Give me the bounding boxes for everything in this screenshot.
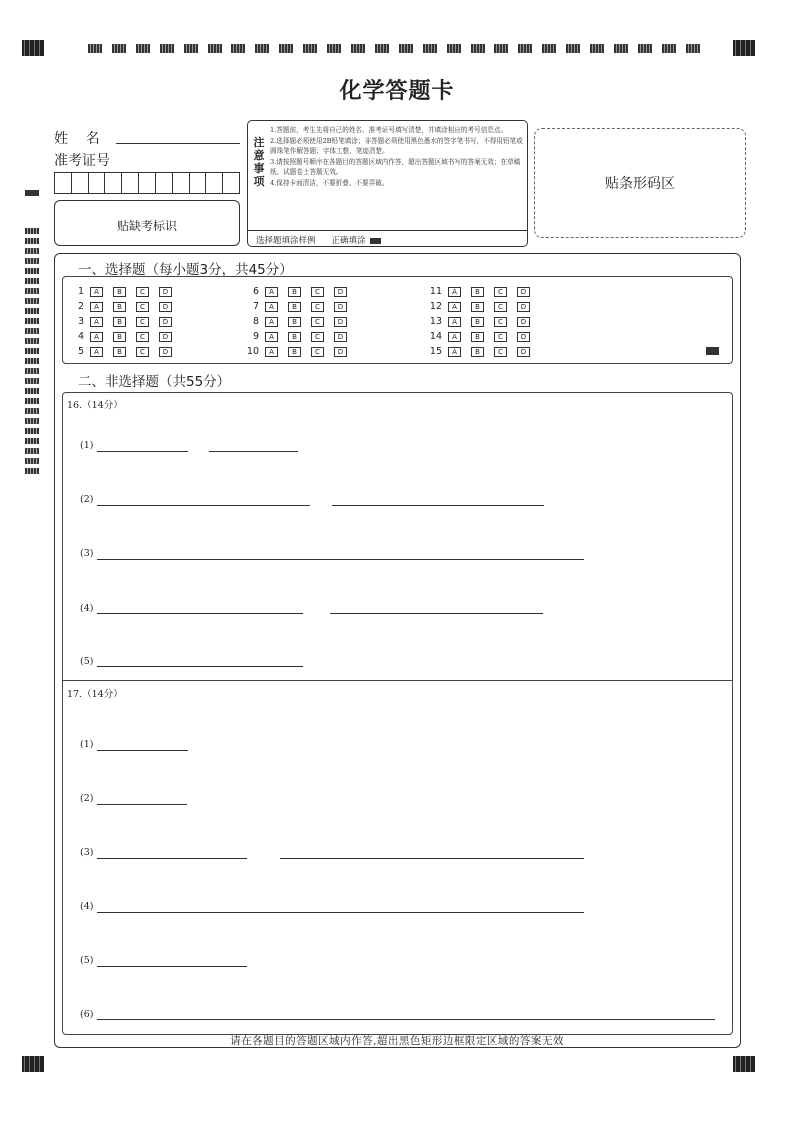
filled-box-icon xyxy=(370,238,381,244)
mcq-14-option-a[interactable]: A xyxy=(448,332,461,342)
note-item-2: 2.选择题必须使用2B铅笔填涂；非答题必须使用黑色墨水的签字笔书写，不得用铅笔或圆珠笔作解答题；字体工整、笔迹清楚。 xyxy=(270,136,523,155)
mcq-1-option-b[interactable]: B xyxy=(113,287,126,297)
corner-mark-bottom-right xyxy=(733,1056,755,1072)
mcq-number: 12 xyxy=(429,301,442,312)
section2-heading: 二、非选择题（共55分） xyxy=(78,374,231,390)
absent-sticker-label: 贴缺考标识 xyxy=(116,219,177,233)
mcq-5-option-d[interactable]: D xyxy=(159,347,172,357)
mcq-12-option-d[interactable]: D xyxy=(517,302,530,312)
mcq-14-option-c[interactable]: C xyxy=(494,332,507,342)
page-title: 化学答题卡 xyxy=(339,79,455,104)
mcq-13-option-a[interactable]: A xyxy=(448,317,461,327)
mcq-8-option-c[interactable]: C xyxy=(311,317,324,327)
mcq-number: 10 xyxy=(246,346,259,357)
mcq-12-option-b[interactable]: B xyxy=(471,302,484,312)
mcq-8-option-a[interactable]: A xyxy=(265,317,278,327)
mcq-row-4 xyxy=(62,331,182,342)
q17-sub4-label: (4) xyxy=(80,901,94,912)
mcq-7-option-a[interactable]: A xyxy=(265,302,278,312)
mcq-row-12 xyxy=(420,301,540,312)
mcq-row-8 xyxy=(237,316,357,327)
exam-id-grid[interactable] xyxy=(54,172,240,194)
mcq-number: 13 xyxy=(429,316,442,327)
correct-fill-label: 正确填涂 xyxy=(331,236,366,246)
mcq-number: 15 xyxy=(429,346,442,357)
mcq-11-option-c[interactable]: C xyxy=(494,287,507,297)
q16-sub3-label: (3) xyxy=(80,548,94,559)
absent-sticker-box xyxy=(54,200,240,246)
mcq-11-option-a[interactable]: A xyxy=(448,287,461,297)
mcq-row-7 xyxy=(237,301,357,312)
section2-box xyxy=(62,392,733,1035)
mcq-11-option-b[interactable]: B xyxy=(471,287,484,297)
mcq-row-14 xyxy=(420,331,540,342)
corner-mark-top-left xyxy=(22,40,44,56)
barcode-label: 贴条形码区 xyxy=(605,176,675,192)
mcq-number: 14 xyxy=(429,331,442,342)
mcq-11-option-d[interactable]: D xyxy=(517,287,530,297)
q17-sub5-answer[interactable] xyxy=(97,966,247,967)
footer-warning: 请在各题目的答题区域内作答,超出黑色矩形边框限定区域的答案无效 xyxy=(230,1035,564,1047)
mcq-7-option-c[interactable]: C xyxy=(311,302,324,312)
q16-sub4-answer-b[interactable] xyxy=(330,613,543,614)
q16-sub2-label: (2) xyxy=(80,494,94,505)
mcq-number: 5 xyxy=(77,346,84,357)
mcq-9-option-b[interactable]: B xyxy=(288,332,301,342)
mcq-7-option-d[interactable]: D xyxy=(334,302,347,312)
mcq-row-9 xyxy=(237,331,357,342)
mcq-3-option-a[interactable]: A xyxy=(90,317,103,327)
corner-mark-bottom-left xyxy=(22,1056,44,1072)
q16-sub1-answer-a[interactable] xyxy=(97,451,188,452)
mcq-2-option-d[interactable]: D xyxy=(159,302,172,312)
mcq-7-option-b[interactable]: B xyxy=(288,302,301,312)
exam-id-label: 准考证号 xyxy=(54,153,110,169)
section1-corner-mark xyxy=(706,347,719,355)
notes-body xyxy=(270,125,525,188)
q16-sub5-label: (5) xyxy=(80,656,94,667)
note-item-4: 4.保持卡面清洁，不要折叠、不要弄破。 xyxy=(270,178,389,187)
mcq-5-option-c[interactable]: C xyxy=(136,347,149,357)
mcq-number: 8 xyxy=(252,316,259,327)
mcq-number: 7 xyxy=(252,301,259,312)
timing-mark-side-single xyxy=(25,190,39,196)
mcq-13-option-c[interactable]: C xyxy=(494,317,507,327)
mcq-9-option-d[interactable]: D xyxy=(334,332,347,342)
q17-sub1-label: (1) xyxy=(80,739,94,750)
q17-sub3-answer-b[interactable] xyxy=(280,858,584,859)
q16-sub4-answer-a[interactable] xyxy=(97,613,303,614)
mcq-4-option-d[interactable]: D xyxy=(159,332,172,342)
mcq-row-15 xyxy=(420,346,540,357)
mcq-2-option-a[interactable]: A xyxy=(90,302,103,312)
mcq-5-option-b[interactable]: B xyxy=(113,347,126,357)
mcq-5-option-a[interactable]: A xyxy=(90,347,103,357)
mcq-row-2 xyxy=(62,301,182,312)
mcq-3-option-c[interactable]: C xyxy=(136,317,149,327)
name-field[interactable] xyxy=(116,143,240,144)
q17-label: 17.（14分） xyxy=(67,689,123,700)
mcq-number: 9 xyxy=(252,331,259,342)
q16-sub1-answer-b[interactable] xyxy=(209,451,298,452)
q17-sub3-answer-a[interactable] xyxy=(97,858,247,859)
q16-sub2-answer-b[interactable] xyxy=(332,505,544,506)
mcq-4-option-b[interactable]: B xyxy=(113,332,126,342)
corner-mark-top-right xyxy=(733,40,755,56)
mcq-1-option-d[interactable]: D xyxy=(159,287,172,297)
mcq-14-option-d[interactable]: D xyxy=(517,332,530,342)
q17-sub2-label: (2) xyxy=(80,793,94,804)
q17-sub5-label: (5) xyxy=(80,955,94,966)
barcode-area xyxy=(534,128,746,238)
mcq-10-option-a[interactable]: A xyxy=(265,347,278,357)
mcq-1-option-c[interactable]: C xyxy=(136,287,149,297)
mcq-row-10 xyxy=(237,346,357,357)
mcq-12-option-a[interactable]: A xyxy=(448,302,461,312)
mcq-9-option-c[interactable]: C xyxy=(311,332,324,342)
mcq-2-option-b[interactable]: B xyxy=(113,302,126,312)
correct-fill-example xyxy=(332,234,381,244)
fill-sample-label: 选择题填涂样例 xyxy=(256,236,316,246)
mcq-row-1 xyxy=(62,286,182,297)
q16-label: 16.（14分） xyxy=(67,400,123,411)
notes-panel xyxy=(247,120,528,247)
q16-sub4-label: (4) xyxy=(80,603,94,614)
q17-sub4-answer[interactable] xyxy=(97,912,584,913)
mcq-10-option-d[interactable]: D xyxy=(334,347,347,357)
mcq-8-option-b[interactable]: B xyxy=(288,317,301,327)
mcq-row-5 xyxy=(62,346,182,357)
mcq-6-option-a[interactable]: A xyxy=(265,287,278,297)
section1-heading: 一、选择题（每小题3分，共45分） xyxy=(78,262,293,278)
q16-sub5-answer[interactable] xyxy=(97,666,303,667)
fill-sample-row xyxy=(248,230,527,247)
mcq-number: 11 xyxy=(429,286,442,297)
timing-mark-strip-top xyxy=(88,44,700,53)
mcq-4-option-a[interactable]: A xyxy=(90,332,103,342)
mcq-13-option-d[interactable]: D xyxy=(517,317,530,327)
mcq-6-option-c[interactable]: C xyxy=(311,287,324,297)
q16-sub1-label: (1) xyxy=(80,440,94,451)
note-item-3: 3.请按照题号顺序在各题目的答题区域内作答，超出答题区域书写的答案无效；在草稿纸、试题卷上答题无效。 xyxy=(270,157,521,176)
name-label: 姓 名 xyxy=(54,131,100,147)
mcq-3-option-d[interactable]: D xyxy=(159,317,172,327)
mcq-row-3 xyxy=(62,316,182,327)
q17-sub1-answer[interactable] xyxy=(97,750,188,751)
q17-sub6-answer[interactable] xyxy=(97,1019,715,1020)
mcq-number: 6 xyxy=(252,286,259,297)
mcq-9-option-a[interactable]: A xyxy=(265,332,278,342)
q17-sub3-label: (3) xyxy=(80,847,94,858)
mcq-15-option-a[interactable]: A xyxy=(448,347,461,357)
mcq-number: 1 xyxy=(77,286,84,297)
mcq-15-option-c[interactable]: C xyxy=(494,347,507,357)
mcq-14-option-b[interactable]: B xyxy=(471,332,484,342)
mcq-15-option-d[interactable]: D xyxy=(517,347,530,357)
q16-sub2-answer-a[interactable] xyxy=(97,505,310,506)
mcq-8-option-d[interactable]: D xyxy=(334,317,347,327)
mcq-3-option-b[interactable]: B xyxy=(113,317,126,327)
mcq-number: 3 xyxy=(77,316,84,327)
mcq-number: 4 xyxy=(77,331,84,342)
mcq-10-option-b[interactable]: B xyxy=(288,347,301,357)
mcq-2-option-c[interactable]: C xyxy=(136,302,149,312)
mcq-4-option-c[interactable]: C xyxy=(136,332,149,342)
note-item-1: 1.答题前，考生先将自己的姓名、准考证号填写清楚，并填涂相应的考号信息点。 xyxy=(270,126,508,134)
mcq-6-option-d[interactable]: D xyxy=(334,287,347,297)
mcq-row-13 xyxy=(420,316,540,327)
mcq-number: 2 xyxy=(77,301,84,312)
q16-sub3-answer[interactable] xyxy=(97,559,584,560)
mcq-10-option-c[interactable]: C xyxy=(311,347,324,357)
q17-sub6-label: (6) xyxy=(80,1009,94,1020)
mcq-1-option-a[interactable]: A xyxy=(90,287,103,297)
mcq-12-option-c[interactable]: C xyxy=(494,302,507,312)
mcq-row-6 xyxy=(237,286,357,297)
mcq-15-option-b[interactable]: B xyxy=(471,347,484,357)
q17-sub2-answer[interactable] xyxy=(97,804,187,805)
timing-mark-strip-side xyxy=(25,228,39,474)
notes-side-label: 注意事项 xyxy=(253,136,265,188)
mcq-13-option-b[interactable]: B xyxy=(471,317,484,327)
question-divider xyxy=(62,680,733,681)
mcq-row-11 xyxy=(420,286,540,297)
mcq-6-option-b[interactable]: B xyxy=(288,287,301,297)
